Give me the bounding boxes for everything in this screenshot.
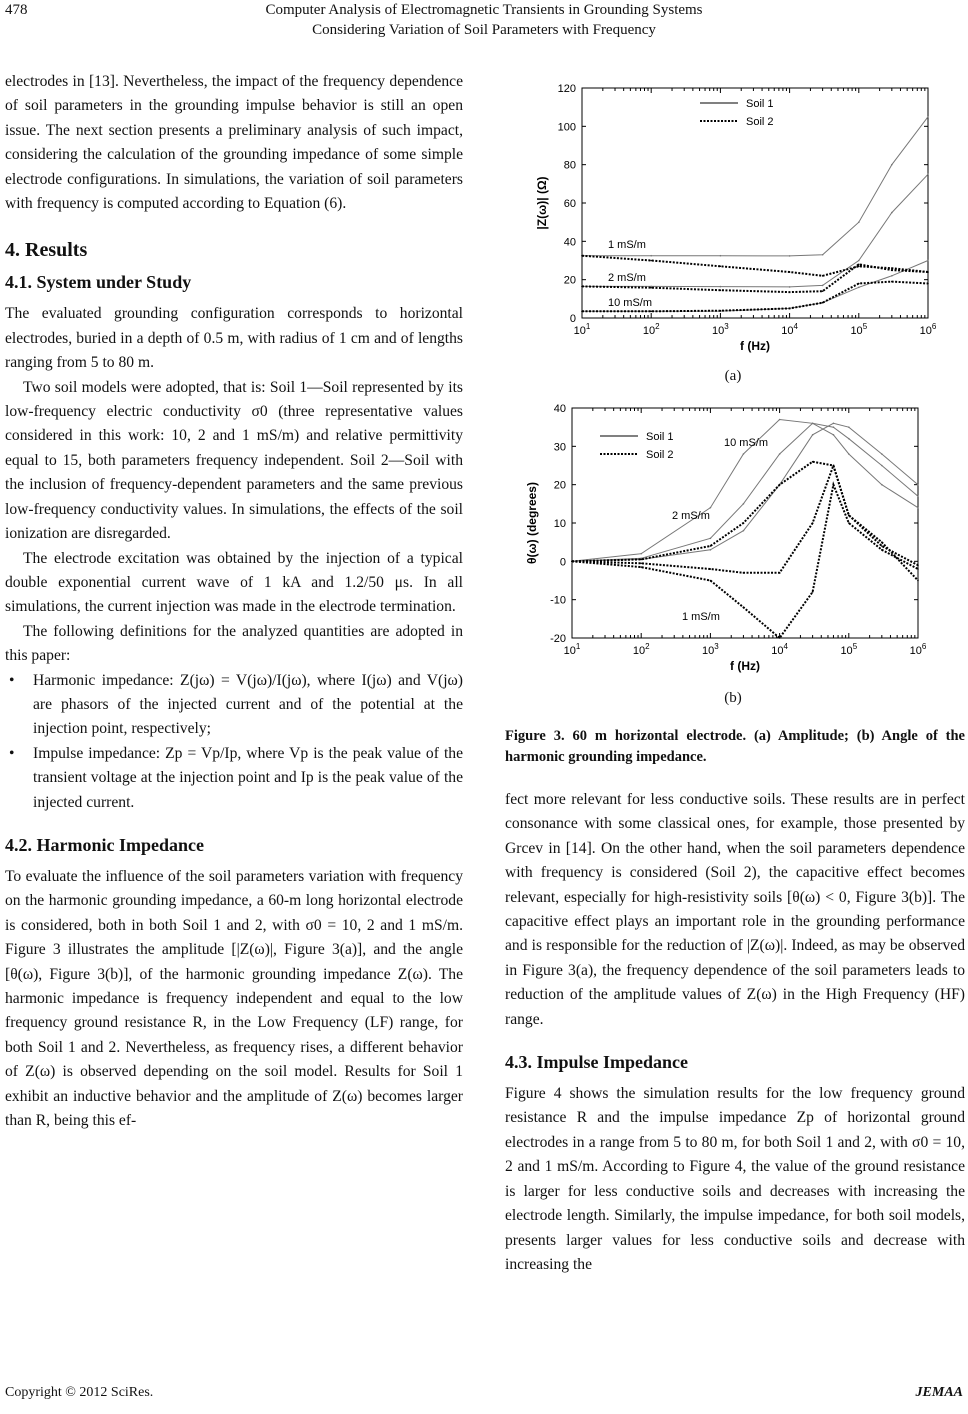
- y-tick-label: 120: [557, 83, 576, 95]
- x-tick-label: $10^3$: [702, 642, 719, 657]
- y-tick-label: 20: [563, 274, 576, 287]
- data-point: [650, 255, 652, 257]
- data-point: [848, 515, 850, 517]
- system-paragraph-3: The electrode excitation was obtained by the injection of a typical double exponential current wave of 1 kA and 1.2/50 μs. In all simulations, the current injection was made in the electrode termination.: [5, 549, 463, 616]
- data-point: [881, 545, 883, 547]
- data-point: [720, 289, 722, 291]
- data-point: [917, 564, 919, 566]
- data-point: [743, 453, 745, 455]
- data-point: [743, 572, 745, 574]
- data-point: [640, 559, 642, 561]
- data-point: [927, 283, 929, 285]
- data-point: [640, 553, 642, 555]
- journal-name: JEMAA: [915, 1385, 963, 1400]
- chart-amplitude: [530, 78, 950, 368]
- data-point: [650, 310, 652, 312]
- annotation-label: 10 mS/m: [724, 437, 769, 449]
- data-point: [927, 271, 929, 273]
- data-point: [581, 310, 583, 312]
- data-point: [858, 221, 860, 223]
- data-point: [917, 495, 919, 497]
- data-point: [812, 434, 814, 436]
- x-tick-label: $10^5$: [840, 642, 858, 657]
- data-point: [650, 287, 652, 289]
- data-point: [927, 116, 929, 118]
- data-point: [779, 637, 781, 639]
- x-axis-label: f (Hz): [730, 659, 760, 673]
- y-tick-label: 80: [563, 159, 576, 172]
- x-tick-label: $10^1$: [563, 642, 581, 657]
- data-point: [891, 212, 893, 214]
- impulse-paragraph: Figure 4 shows the simulation results for the low frequency ground resistance R and the impulse impedance Zp of horizontal ground electrodes in a range from 5 to 80 m, for both Soil 1 and 2, with σ0 = 10, 2 and 1 mS/m. According to Figure 4, the value of the ground resistance is larger for less conductive soils and decreases with increasing the electrode length. Similarly, the impulse impedance, for both soil models, presents larger values for less conductive soils and decrease with increasing the: [505, 1085, 965, 1273]
- data-point: [881, 541, 883, 543]
- series-line-soil2-1mSm: [572, 485, 918, 638]
- data-point: [927, 260, 929, 262]
- data-point: [720, 255, 722, 257]
- series-line-soil2-2mSm: [572, 466, 918, 581]
- data-point: [789, 291, 791, 293]
- data-point: [720, 286, 722, 288]
- y-axis-label: θ(ω) (degrees): [525, 482, 539, 564]
- data-point: [833, 423, 835, 425]
- y-tick-label: 0: [559, 556, 566, 569]
- x-tick-label: $10^2$: [632, 642, 650, 657]
- data-point: [858, 260, 860, 262]
- x-tick-label: $10^1$: [573, 322, 591, 337]
- y-tick-label: -20: [550, 633, 566, 645]
- definitions-list: [5, 669, 463, 815]
- data-point: [891, 275, 893, 277]
- y-tick-label: 20: [553, 479, 566, 492]
- data-point: [779, 484, 781, 486]
- data-point: [710, 580, 712, 582]
- figure-label-b: (b): [724, 690, 742, 706]
- annotation-label: 2 mS/m: [608, 272, 646, 284]
- data-point: [640, 562, 642, 564]
- x-axis-label: f (Hz): [740, 339, 770, 353]
- definition-impulse-impedance: • Impulse impedance: Zp = Vp/Ip, where Vp is the peak value of the transient voltage at the injection point and Ip is the peak value of the injected current.: [5, 742, 463, 815]
- data-point: [720, 310, 722, 312]
- data-point: [833, 465, 835, 467]
- data-point: [881, 453, 883, 455]
- data-point: [710, 545, 712, 547]
- x-tick-label: $10^6$: [919, 322, 937, 337]
- data-point: [858, 283, 860, 285]
- definition-harmonic-impedance: • Harmonic impedance: Z(jω) = V(jω)/I(jω), where I(jω) and V(jω) are phasors of the injected current and of the potential at the injection point, respectively;: [5, 669, 463, 742]
- subsection-impulse-heading: 4.3. Impulse Impedance: [505, 1052, 689, 1073]
- data-point: [917, 580, 919, 582]
- y-tick-label: 100: [557, 121, 576, 134]
- data-point: [743, 530, 745, 532]
- data-point: [822, 285, 824, 287]
- series-line-soil2-10mSm: [572, 462, 918, 566]
- x-tick-label: $10^2$: [642, 322, 660, 337]
- data-point: [848, 426, 850, 428]
- y-tick-label: 0: [569, 313, 576, 325]
- data-point: [833, 434, 835, 436]
- y-axis-label: |Z(ω)| (Ω): [535, 176, 549, 230]
- data-point: [848, 438, 850, 440]
- data-point: [822, 290, 824, 292]
- data-point: [710, 538, 712, 540]
- legend-label: Soil 1: [646, 431, 674, 443]
- data-point: [891, 267, 893, 269]
- data-point: [779, 453, 781, 455]
- data-point: [917, 507, 919, 509]
- y-tick-label: 30: [553, 441, 566, 454]
- copyright-notice: Copyright © 2012 SciRes.: [5, 1385, 154, 1400]
- data-point: [710, 507, 712, 509]
- data-point: [848, 453, 850, 455]
- data-point: [858, 264, 860, 266]
- data-point: [710, 568, 712, 570]
- subsection-harmonic-heading: 4.2. Harmonic Impedance: [5, 834, 204, 855]
- data-point: [789, 286, 791, 288]
- data-point: [812, 461, 814, 463]
- data-point: [789, 308, 791, 310]
- annotation-label: 2 mS/m: [672, 510, 710, 522]
- data-point: [822, 275, 824, 277]
- x-tick-label: $10^4$: [781, 322, 798, 337]
- legend-label: Soil 2: [746, 116, 774, 128]
- left-column: [5, 70, 463, 1133]
- data-point: [812, 423, 814, 425]
- data-point: [822, 302, 824, 304]
- data-point: [710, 549, 712, 551]
- data-point: [743, 522, 745, 524]
- data-point: [779, 572, 781, 574]
- data-point: [891, 269, 893, 271]
- y-tick-label: 40: [553, 403, 566, 415]
- data-point: [789, 255, 791, 257]
- x-tick-label: $10^3$: [712, 322, 729, 337]
- data-point: [891, 164, 893, 166]
- data-point: [822, 254, 824, 256]
- data-point: [917, 568, 919, 570]
- data-point: [812, 522, 814, 524]
- data-point: [743, 607, 745, 609]
- data-point: [743, 503, 745, 505]
- data-point: [858, 287, 860, 289]
- x-tick-label: $10^6$: [909, 642, 927, 657]
- data-point: [881, 549, 883, 551]
- x-tick-label: $10^4$: [771, 642, 788, 657]
- figure-label-a: (a): [724, 368, 742, 384]
- data-point: [833, 484, 835, 486]
- data-point: [891, 281, 893, 283]
- data-point: [581, 255, 583, 257]
- data-point: [881, 484, 883, 486]
- section-results-heading: 4. Results: [5, 239, 88, 262]
- chart-angle: [520, 398, 950, 688]
- intro-paragraph: electrodes in [13]. Nevertheless, the impact of the frequency dependence of soil parameters in the grounding impulse behavior is still an open issue. The next section presents a preliminary analysis of such impact, considering the calculation of the grounding impedance of some simple electrode configurations. In simulations, the variation of soil parameters with frequency is computed according to Equation (6).: [5, 73, 463, 213]
- running-header: [0, 0, 968, 40]
- system-paragraph-2: Two soil models were adopted, that is: Soil 1—Soil represented by its low-frequency electric conductivity σ0 (three representative values considered in this work: 10, 2 and 1 mS/m) and relative permittivity equal to 15, both parameters frequency independent. Soil 2—Soil with the inclusion of frequency-dependent parameters and the same previous low-frequency conductivity values. In simulations, the effects of the soil ionization are disregarded.: [5, 378, 463, 543]
- data-point: [640, 566, 642, 568]
- legend-label: Soil 2: [646, 449, 674, 461]
- data-point: [927, 173, 929, 175]
- page-number: 478: [5, 2, 28, 18]
- figure-caption: Figure 3. 60 m horizontal electrode. (a) Amplitude; (b) Angle of the harmonic grounding impedance.: [505, 728, 965, 765]
- data-point: [571, 561, 573, 563]
- right-column: [505, 788, 965, 1277]
- system-paragraph-1: The evaluated grounding configuration corresponds to horizontal electrodes, buried in a depth of 0.5 m, with radius of 1 cm and of lengths ranging from 5 to 80 m.: [5, 305, 463, 372]
- y-tick-label: 40: [563, 236, 576, 249]
- data-point: [779, 419, 781, 421]
- subsection-system-heading: 4.1. System under Study: [5, 272, 192, 293]
- data-point: [848, 522, 850, 524]
- y-tick-label: -10: [550, 594, 566, 607]
- page-footer: [5, 1385, 963, 1401]
- data-point: [789, 271, 791, 273]
- y-tick-label: 60: [563, 198, 576, 210]
- header-title-line2: Considering Variation of Soil Parameters with Frequency: [312, 22, 656, 38]
- harmonic-paragraph: To evaluate the influence of the soil parameters variation with frequency on the harmonic grounding impedance, a 60-m long horizontal electrode is considered, both in both Soil 1 and 2, with σ0 = 10, 2 and 1 mS/m. Figure 3 illustrates the amplitude [|Z(ω)|, Figure 3(a)], and the angle [θ(ω), Figure 3(b)], of the harmonic grounding impedance Z(ω). The harmonic impedance is frequency independent and equal to the low frequency ground resistance R, in the Low Frequency (LF) range, for both Soil 1 and 2. Nevertheless, as frequency rises, a different behavior of Z(ω) is observed depending on the soil model. Results for Soil 1 exhibit an inductive behavior and the amplitude of Z(ω) becomes larger than R, being this ef-: [5, 867, 463, 1130]
- data-point: [720, 265, 722, 267]
- y-tick-label: 10: [553, 518, 566, 530]
- system-paragraph-4: The following definitions for the analyzed quantities are adopted in this paper:: [5, 622, 463, 665]
- header-title-line1: Computer Analysis of Electromagnetic Transients in Grounding Systems: [265, 2, 703, 18]
- data-point: [650, 260, 652, 262]
- data-point: [881, 465, 883, 467]
- data-point: [833, 426, 835, 428]
- data-point: [917, 484, 919, 486]
- data-point: [581, 286, 583, 288]
- annotation-label: 1 mS/m: [682, 611, 720, 623]
- x-tick-label: $10^5$: [850, 322, 868, 337]
- legend-label: Soil 1: [746, 98, 774, 110]
- continuation-paragraph: fect more relevant for less conductive soils. These results are in perfect consonance with some classical ones, for example, those presented by Grcev in [14]. On the other hand, when the soil parameters dependence with frequency is considered (Soil 2), the capacitive effect becomes relevant, especially for high-resistivity soils [θ(ω) < 0, Figure 3(b)]. The capacitive effect plays an important role in the grounding performance and is responsible for the reduction of |Z(ω)|. Indeed, as may be observed in Figure 3(a), the frequency dependence of the soil parameters leads to reduction of the amplitude values of Z(ω) in the High Frequency (HF) range.: [505, 791, 965, 1028]
- annotation-label: 10 mS/m: [608, 297, 653, 309]
- annotation-label: 1 mS/m: [608, 239, 646, 251]
- data-point: [812, 591, 814, 593]
